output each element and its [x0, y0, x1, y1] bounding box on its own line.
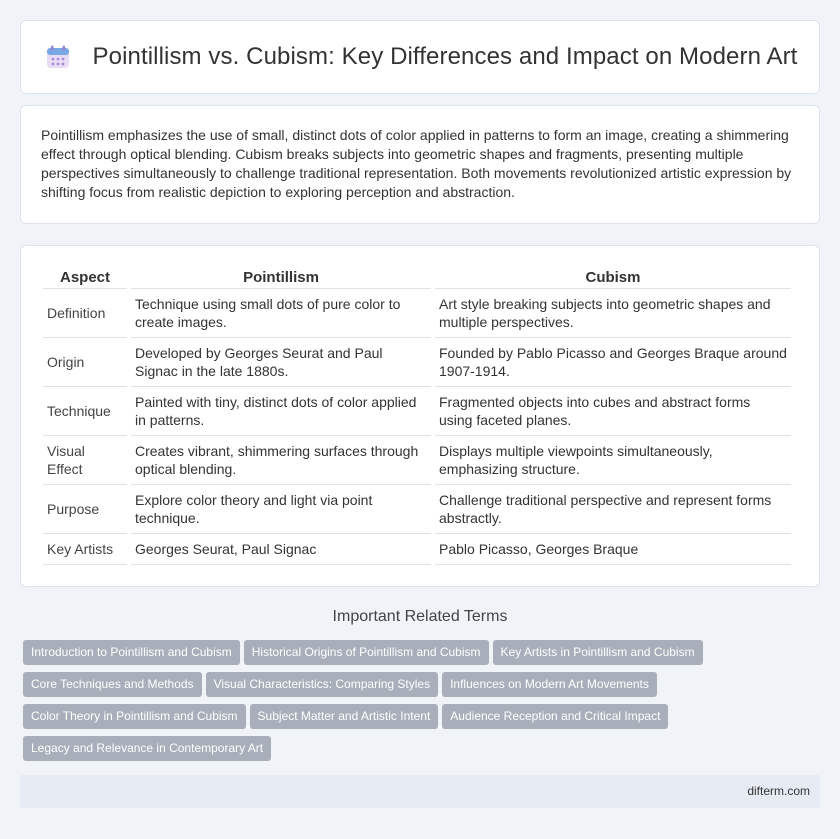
cubism-cell: Founded by Pablo Picasso and Georges Braque around 1907-1914.: [435, 338, 791, 387]
related-term-tag[interactable]: Key Artists in Pointillism and Cubism: [493, 640, 703, 665]
related-term-tag[interactable]: Audience Reception and Critical Impact: [442, 704, 668, 729]
pointillism-cell: Creates vibrant, shimmering surfaces through optical blending.: [131, 436, 431, 485]
site-link[interactable]: difterm.com: [747, 784, 810, 798]
column-header-cubism: Cubism: [435, 266, 791, 289]
aspect-cell: Technique: [43, 387, 127, 436]
cubism-cell: Pablo Picasso, Georges Braque: [435, 534, 791, 565]
related-terms-list: [23, 640, 823, 768]
comparison-section: [20, 245, 820, 587]
table-row: [43, 485, 791, 534]
table-row: [43, 338, 791, 387]
column-header-pointillism: Pointillism: [131, 266, 431, 289]
calendar-icon: [43, 42, 73, 72]
related-term-tag[interactable]: Influences on Modern Art Movements: [442, 672, 657, 697]
table-row: [43, 289, 791, 338]
cubism-cell: Challenge traditional perspective and represent forms abstractly.: [435, 485, 791, 534]
aspect-cell: Purpose: [43, 485, 127, 534]
page-footer: [20, 775, 820, 808]
page-title: Pointillism vs. Cubism: Key Differences and Impact on Modern Art: [92, 43, 798, 70]
cubism-cell: Displays multiple viewpoints simultaneously, emphasizing structure.: [435, 436, 791, 485]
related-term-tag[interactable]: Core Techniques and Methods: [23, 672, 202, 697]
aspect-cell: Key Artists: [43, 534, 127, 565]
comparison-table: [39, 266, 795, 565]
pointillism-cell: Painted with tiny, distinct dots of color applied in patterns.: [131, 387, 431, 436]
intro-text: Pointillism emphasizes the use of small, distinct dots of color applied in patterns to form an image, creating a shimmering effect through optical blending. Cubism breaks subjects into geometric shapes and fragments, presenting multiple perspectives simultaneously to challenge traditional representation. Both movements revolutionized artistic expression by shifting focus from realistic depiction to exploring perception and abstraction.: [41, 127, 792, 200]
column-header-aspect: Aspect: [43, 266, 127, 289]
related-term-tag[interactable]: Historical Origins of Pointillism and Cubism: [244, 640, 489, 665]
related-term-tag[interactable]: Color Theory in Pointillism and Cubism: [23, 704, 246, 729]
related-term-tag[interactable]: Subject Matter and Artistic Intent: [250, 704, 439, 729]
pointillism-cell: Georges Seurat, Paul Signac: [131, 534, 431, 565]
table-row: [43, 436, 791, 485]
pointillism-cell: Developed by Georges Seurat and Paul Signac in the late 1880s.: [131, 338, 431, 387]
table-header-row: [43, 266, 791, 289]
cubism-cell: Art style breaking subjects into geometric shapes and multiple perspectives.: [435, 289, 791, 338]
aspect-cell: Definition: [43, 289, 127, 338]
aspect-cell: Visual Effect: [43, 436, 127, 485]
pointillism-cell: Technique using small dots of pure color to create images.: [131, 289, 431, 338]
related-term-tag[interactable]: Introduction to Pointillism and Cubism: [23, 640, 240, 665]
pointillism-cell: Explore color theory and light via point technique.: [131, 485, 431, 534]
related-terms-title: Important Related Terms: [332, 608, 508, 625]
related-term-tag[interactable]: Visual Characteristics: Comparing Styles: [206, 672, 439, 697]
page-header: [20, 20, 820, 94]
intro-section: [20, 105, 820, 224]
table-row: [43, 387, 791, 436]
table-row: [43, 534, 791, 565]
related-term-tag[interactable]: Legacy and Relevance in Contemporary Art: [23, 736, 271, 761]
aspect-cell: Origin: [43, 338, 127, 387]
cubism-cell: Fragmented objects into cubes and abstract forms using faceted planes.: [435, 387, 791, 436]
